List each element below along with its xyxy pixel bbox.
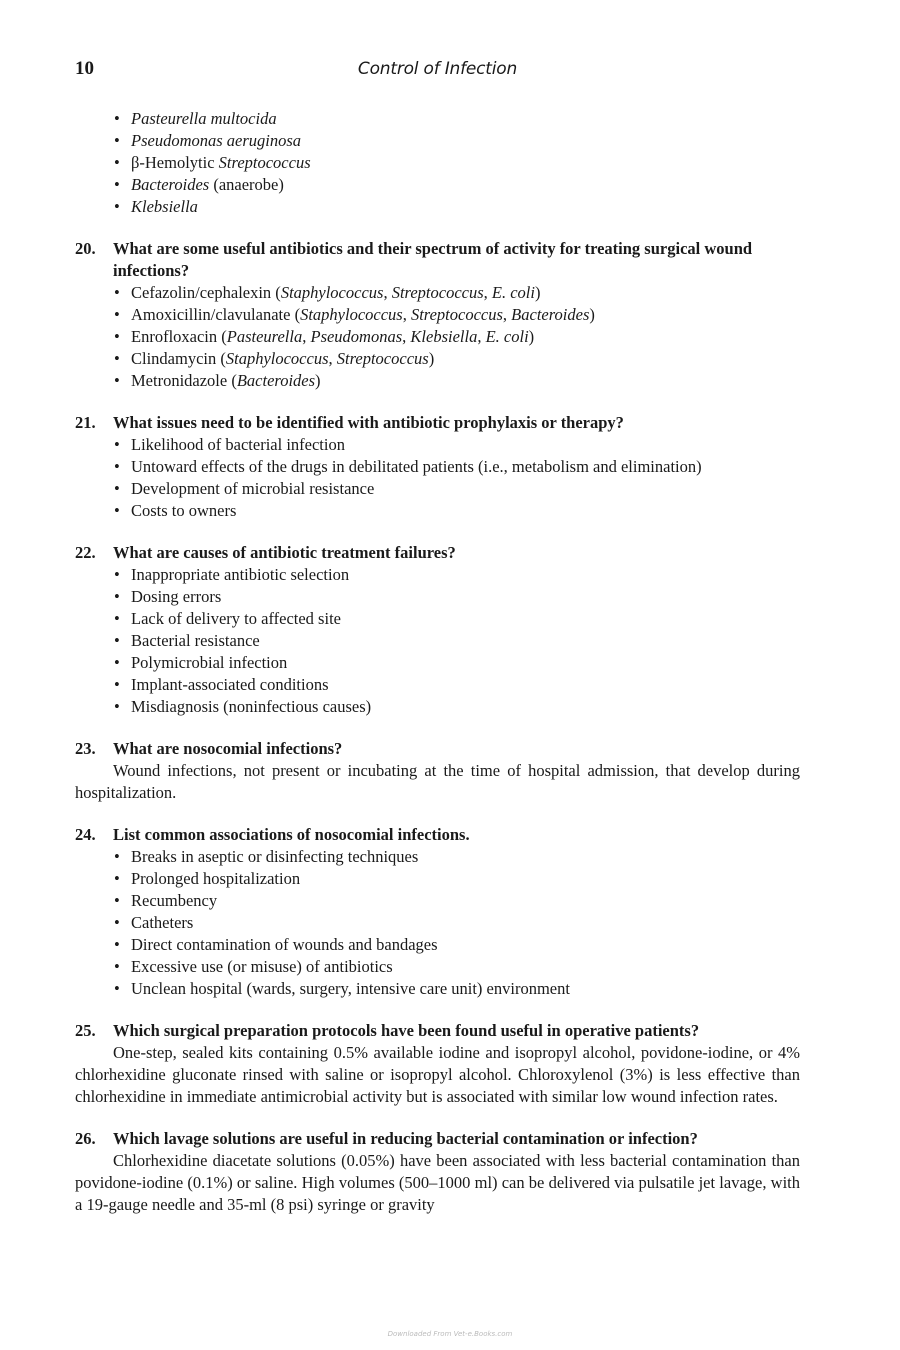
text-run: , (302, 327, 311, 346)
question-block (75, 824, 800, 1000)
text-run: Breaks in aseptic or disinfecting techniques (131, 847, 419, 866)
question-number: 24. (75, 825, 96, 844)
bullet-item (75, 174, 800, 196)
footer-watermark: Downloaded From Vet-e.Books.com (387, 1330, 513, 1338)
answer-bullet-list (75, 282, 800, 392)
text-run: Implant-associated conditions (131, 675, 329, 694)
bullet-item (75, 652, 800, 674)
text-run: Costs to owners (131, 501, 237, 520)
question-heading (75, 412, 800, 434)
bullet-item (75, 304, 800, 326)
bullet-item (75, 478, 800, 500)
question-heading (75, 1020, 800, 1042)
bullet-item (75, 868, 800, 890)
page-content (75, 108, 800, 1216)
text-run: Enrofloxacin ( (131, 327, 227, 346)
question-number: 20. (75, 239, 96, 258)
text-run: Recumbency (131, 891, 218, 910)
answer-bullet-list (75, 564, 800, 718)
text-run: Untoward effects of the drugs in debilitated patients (i.e., metabolism and elimination) (131, 457, 702, 476)
text-run: Direct contamination of wounds and bandages (131, 935, 438, 954)
continued-bullet-list (75, 108, 800, 218)
question-block (75, 738, 800, 804)
answer-bullet-list (75, 846, 800, 1000)
bullet-item (75, 586, 800, 608)
bullet-item (75, 282, 800, 304)
question-text: What issues need to be identified with antibiotic prophylaxis or therapy? (113, 413, 624, 432)
question-heading (75, 824, 800, 846)
bullet-item (75, 608, 800, 630)
question-heading (75, 542, 800, 564)
italic-term: Bacteroides (511, 305, 590, 324)
text-run: Bacterial resistance (131, 631, 260, 650)
question-number: 25. (75, 1021, 96, 1040)
bullet-item (75, 978, 800, 1000)
italic-term: E. coli (491, 283, 535, 302)
question-number: 22. (75, 543, 96, 562)
bullet-item (75, 956, 800, 978)
text-run: ) (534, 283, 541, 302)
bullet-item (75, 674, 800, 696)
answer-paragraph: One-step, sealed kits containing 0.5% available iodine and isopropyl alcohol, povidone-iodine, or 4% chlorhexidine gluconate rinsed with saline or isopropyl alcohol. Chloroxylenol (3%) is less effective than chlorhexidine in immediate antimicrobial activity but is associated with similar low wound infection rates. (75, 1043, 800, 1106)
question-block (75, 1020, 800, 1108)
text-run: Catheters (131, 913, 194, 932)
text-run: (anaerobe) (209, 175, 284, 194)
text-run: β-Hemolytic (131, 153, 219, 172)
italic-term: Pasteurella multocida (131, 109, 277, 128)
bullet-item (75, 500, 800, 522)
text-run: ) (315, 371, 321, 390)
question-text: What are nosocomial infections? (113, 739, 343, 758)
bullet-item (75, 564, 800, 586)
text-run: Cefazolin/cephalexin ( (131, 283, 281, 302)
italic-term: Pseudomonas aeruginosa (131, 131, 302, 150)
text-run: , (483, 283, 492, 302)
text-run: ) (528, 327, 535, 346)
text-run: Excessive use (or misuse) of antibiotics (131, 957, 393, 976)
question-heading (75, 238, 800, 282)
italic-term: Bacteroides (131, 175, 210, 194)
bullet-item (75, 130, 800, 152)
question-block (75, 412, 800, 522)
italic-term: E. coli (485, 327, 529, 346)
italic-term: Streptococcus (336, 349, 429, 368)
answer-bullet-list (75, 434, 800, 522)
question-block (75, 1128, 800, 1216)
bullet-item (75, 934, 800, 956)
italic-term: Streptococcus (410, 305, 503, 324)
text-run: Lack of delivery to affected site (131, 609, 341, 628)
page-number: 10 (75, 58, 94, 79)
italic-term: Pseudomonas (310, 327, 403, 346)
question-text: What are some useful antibiotics and their spectrum of activity for treating surgical wound infections? (113, 239, 753, 280)
text-run: Clindamycin ( (131, 349, 226, 368)
text-run: Development of microbial resistance (131, 479, 375, 498)
text-run: Prolonged hospitalization (131, 869, 301, 888)
italic-term: Staphylococcus (225, 349, 329, 368)
text-run: Amoxicillin/clavulanate ( (131, 305, 301, 324)
question-number: 23. (75, 739, 96, 758)
question-heading (75, 1128, 800, 1150)
text-run: , (477, 327, 486, 346)
bullet-item (75, 696, 800, 718)
question-number: 21. (75, 413, 96, 432)
bullet-item (75, 108, 800, 130)
question-heading (75, 738, 800, 760)
question-number: 26. (75, 1129, 96, 1148)
italic-term: Staphylococcus (280, 283, 384, 302)
running-head: Control of Infection (357, 59, 518, 79)
text-run: , (383, 283, 392, 302)
bullet-item (75, 846, 800, 868)
text-run: Inappropriate antibiotic selection (131, 565, 350, 584)
bullet-item (75, 326, 800, 348)
text-run: , (402, 305, 411, 324)
text-run: Polymicrobial infection (131, 653, 288, 672)
question-block (75, 238, 800, 392)
italic-term: Bacteroides (236, 371, 316, 390)
question-block (75, 542, 800, 718)
text-run: , (502, 305, 512, 324)
question-text: List common associations of nosocomial infections. (113, 825, 470, 844)
text-run: Unclean hospital (wards, surgery, intensive care unit) environment (131, 979, 570, 998)
text-run: ) (428, 349, 435, 368)
text-run: , (328, 349, 337, 368)
bullet-item (75, 152, 800, 174)
bullet-item (75, 348, 800, 370)
italic-term: Streptococcus (391, 283, 484, 302)
bullet-item (75, 370, 800, 392)
bullet-item (75, 456, 800, 478)
text-run: Likelihood of bacterial infection (131, 435, 345, 454)
answer-paragraph: Wound infections, not present or incubating at the time of hospital admission, that develop during hospitalization. (75, 761, 800, 802)
text-run: Dosing errors (131, 587, 222, 606)
italic-term: Klebsiella (410, 327, 478, 346)
italic-term: Streptococcus (218, 153, 311, 172)
question-text: What are causes of antibiotic treatment failures? (113, 543, 456, 562)
question-text: Which surgical preparation protocols have been found useful in operative patients? (113, 1021, 700, 1040)
text-run: Metronidazole ( (131, 371, 237, 390)
answer-paragraph: Chlorhexidine diacetate solutions (0.05%) have been associated with less bacterial contamination than povidone-iodine (0.1%) or saline. High volumes (500–1000 ml) can be delivered via pulsatile jet lavage, with a 19-gauge needle and 35-ml (8 psi) syringe or gravity (75, 1151, 800, 1214)
bullet-item (75, 196, 800, 218)
text-run: , (402, 327, 411, 346)
italic-term: Staphylococcus (300, 305, 403, 324)
bullet-item (75, 912, 800, 934)
bullet-item (75, 630, 800, 652)
question-list (75, 238, 800, 1216)
text-run: Misdiagnosis (noninfectious causes) (131, 697, 372, 716)
question-text: Which lavage solutions are useful in reducing bacterial contamination or infection? (113, 1129, 698, 1148)
italic-term: Pasteurella (226, 327, 303, 346)
text-run: ) (589, 305, 595, 324)
italic-term: Klebsiella (131, 197, 198, 216)
bullet-item (75, 890, 800, 912)
bullet-item (75, 434, 800, 456)
